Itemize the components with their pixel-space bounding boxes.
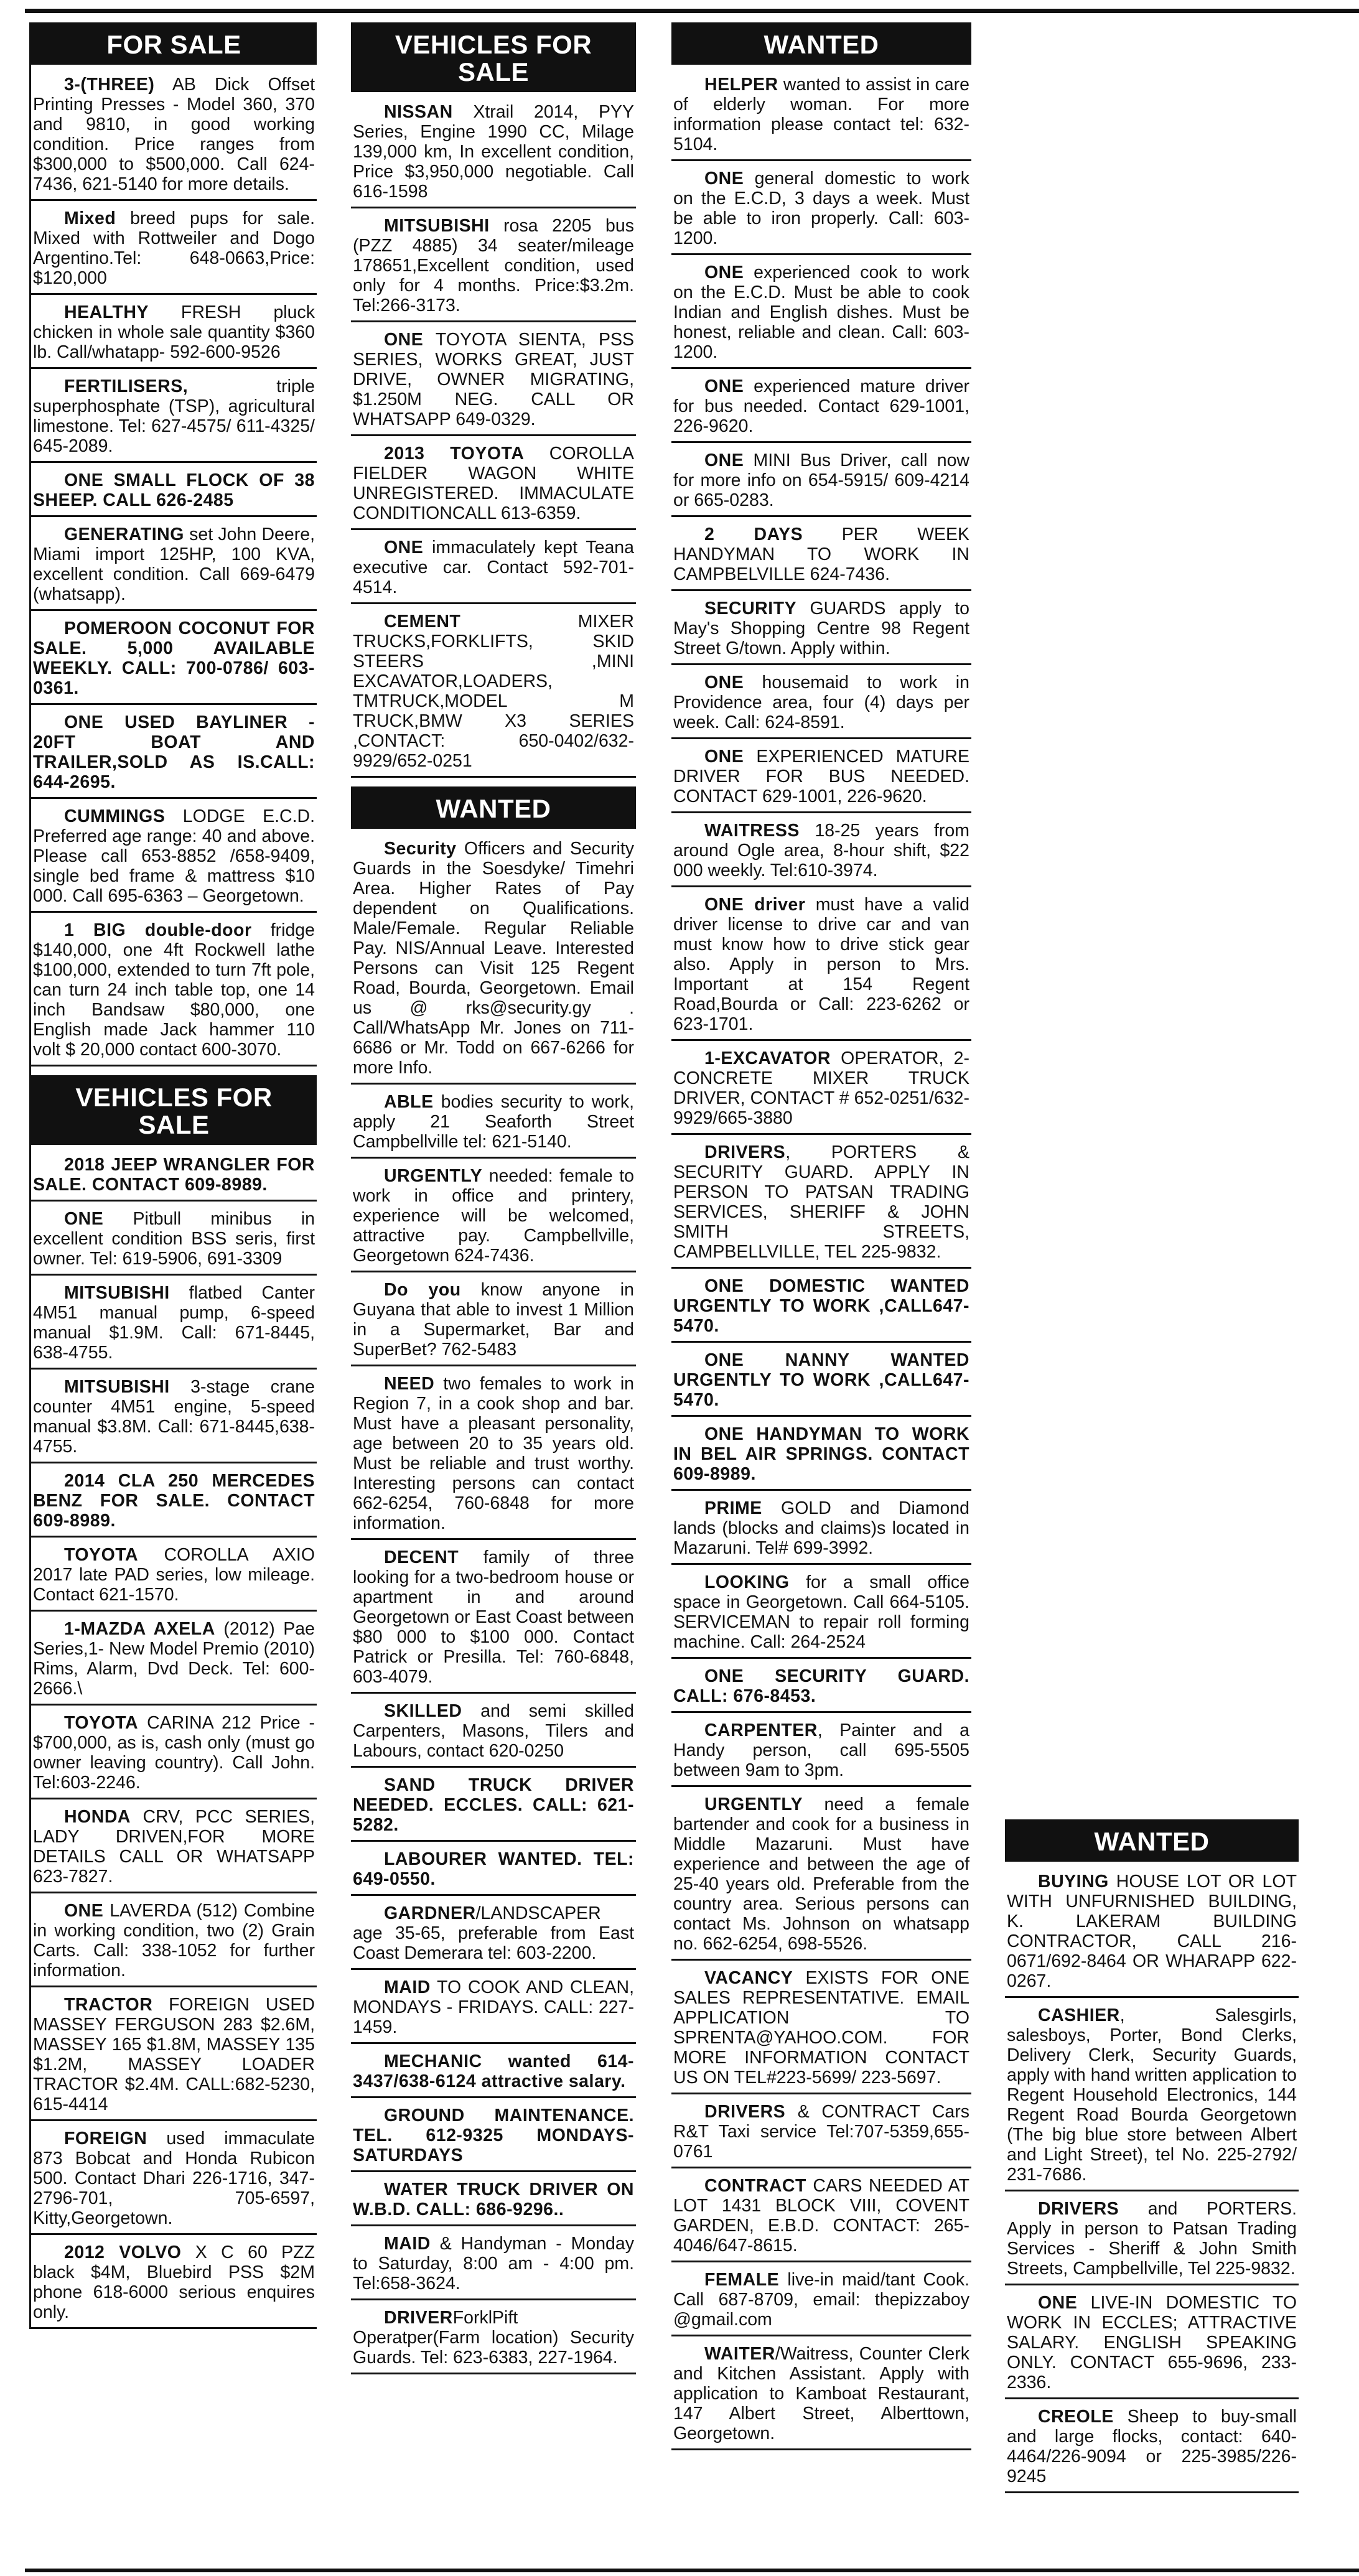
- ad-text: must have a valid driver license to drive car and van must know how to drive stick gear also. Apply in person to Mrs. Important at 154 Regent Road,Bourda or Call: 223-6262 or 623-1701.: [673, 895, 969, 1034]
- ad-text: immaculately kept Teana executive car. Contact 592-701-4514.: [353, 538, 634, 597]
- ad-text: PER WEEK HANDYMAN TO WORK IN CAMPBELVILLE 624-7436.: [673, 525, 969, 584]
- classified-ad: [31, 1542, 317, 1612]
- classified-ad: [671, 1274, 971, 1343]
- section-header: VEHICLES FOR SALE: [31, 1075, 317, 1145]
- classified-ad: [31, 1617, 317, 1706]
- ad-text: Officers and Security Guards in the Soesdyke/ Timehri Area. Higher Rates of Pay dependent on Qualifications. Male/Female. Regular Reliable Pay. NIS/Annual Leave. Interested Persons can Visit 125 Regent Road, Bourda, Georgetown. Email us @ rks@security.gy . Call/WhatsApp Mr. Jones on 711-6686 or Mr. Todd on 667-6266 for more Info.: [353, 839, 634, 1078]
- ad-text: need a female bartender and cook for a business in Middle Mazaruni. Must have experience and between the age of 25-40 years old. Preferable from the country area. Serious persons can contact Ms. Johnson on whatsapp no. 662-6254, 698-5526.: [673, 1794, 969, 1954]
- classified-ad: [351, 535, 636, 604]
- ad-text: GOLD and Diamond lands (blocks and claims)s located in Mazaruni. Tel# 699-3992.: [673, 1498, 969, 1558]
- column-2: [351, 14, 636, 2379]
- ad-lead: 1-EXCAVATOR: [704, 1048, 831, 1068]
- ad-text: know anyone in Guyana that able to invest 1 Million in a Supermarket, Bar and SuperBet? 762-5483: [353, 1280, 634, 1360]
- classified-ad: [351, 2177, 636, 2226]
- classified-ad: [31, 804, 317, 913]
- ad-text: , Painter and a Handy person, call 695-5505 between 9am to 3pm.: [673, 1720, 969, 1780]
- section-header: WANTED: [671, 22, 971, 65]
- classified-ad: [351, 2305, 636, 2374]
- classified-ad: [671, 1664, 971, 1713]
- ad-text: general domestic to work on the E.C.D, 3 days a week. Must be able to iron properly. Call: 603-1200.: [673, 169, 969, 248]
- ad-lead: CREOLE: [1038, 2407, 1114, 2427]
- ad-text: LIVE-IN DOMESTIC TO WORK IN ECCLES; ATTRACTIVE SALARY. ENGLISH SPEAKING ONLY. CONTACT 655-9696, 233-2336.: [1007, 2293, 1297, 2392]
- ad-text: flatbed Canter 4M51 manual pump, 6-speed manual $1.9M. Call: 671-8445, 638-4755.: [33, 1283, 315, 1363]
- ad-lead: ONE: [384, 538, 424, 558]
- ad-lead: DECENT: [384, 1547, 459, 1567]
- classified-ad: [31, 1152, 317, 1202]
- ad-text: 3-stage crane counter 4M51 engine, 5-speed manual $3.8M. Call: 671-8445,638-4755.: [33, 1377, 315, 1457]
- ad-lead: MITSUBISHI: [384, 216, 490, 236]
- column-1: [29, 14, 317, 2334]
- ad-lead: DRIVERS: [1038, 2199, 1119, 2219]
- ad-lead: ONE: [704, 450, 744, 470]
- ad-lead: CUMMINGS: [64, 806, 166, 826]
- classified-ad: [671, 1348, 971, 1417]
- ad-lead: 2 DAYS: [704, 525, 803, 544]
- classified-ad: [671, 1422, 971, 1491]
- classified-ad: [351, 2049, 636, 2098]
- ad-lead: FEMALE: [704, 2270, 780, 2290]
- ad-text: for a small office space in Georgetown. Call 664-5105. SERVICEMAN to repair roll forming machine. Call: 264-2524: [673, 1572, 969, 1652]
- classified-ad: [671, 166, 971, 255]
- ad-text: LODGE E.C.D. Preferred age range: 40 and above. Please call 653-8852 /658-9409, single bed frame & mattress $10 000. Call 695-6363 – Georgetown.: [33, 806, 315, 906]
- ad-text: & Handyman - Monday to Saturday, 8:00 am - 4:00 pm. Tel:658-3624.: [353, 2234, 634, 2294]
- classified-ad: [351, 1699, 636, 1768]
- ad-lead: HELPER: [704, 75, 778, 95]
- classified-ad: [31, 522, 317, 611]
- ad-lead: PRIME: [704, 1498, 762, 1518]
- classified-ad: [351, 2103, 636, 2172]
- ad-lead: BUYING: [1038, 1872, 1109, 1892]
- classified-ad: [351, 609, 636, 778]
- ad-text: CRV, PCC SERIES, LADY DRIVEN,FOR MORE DETAILS CALL OR WHATSAPP 623-7827.: [33, 1807, 315, 1887]
- classified-ad: [31, 1468, 317, 1538]
- ad-text: Sheep to buy-small and large flocks, contact: 640-4464/226-9094 or 225-3985/226-9245: [1007, 2407, 1297, 2486]
- classified-ad: [351, 1090, 636, 1159]
- classified-ad: [671, 744, 971, 813]
- ad-text: housemaid to work in Providence area, four (4) days per week. Call: 624-8591.: [673, 673, 969, 732]
- classified-ad: [31, 1898, 317, 1987]
- ad-lead: LOOKING: [704, 1572, 790, 1592]
- ad-lead: LABOURER WANTED. TEL: 649-0550.: [353, 1849, 634, 1889]
- classified-ad: [31, 1281, 317, 1370]
- ad-text: COROLLA AXIO 2017 late PAD series, low mileage. Contact 621-1570.: [33, 1545, 315, 1605]
- classified-ad: [31, 710, 317, 799]
- classified-ad: [351, 1773, 636, 1842]
- ad-lead: ONE: [64, 1901, 104, 1921]
- ad-text: & CONTRACT Cars R&T Taxi service Tel:707-5359,655-0761: [673, 2102, 969, 2162]
- ad-lead: CEMENT: [384, 612, 461, 632]
- classified-ad: [351, 327, 636, 436]
- classified-ad: [351, 1847, 636, 1896]
- ad-text: EXISTS FOR ONE SALES REPRESENTATIVE. EMAIL APPLICATION TO SPRENTA@YAHOO.COM. FOR MORE INFORMATION CONTACT US ON TEL#223-5699/ 223-5697.: [673, 1968, 969, 2088]
- ad-lead: VACANCY: [704, 1968, 793, 1988]
- ad-lead: ONE DOMESTIC WANTED URGENTLY TO WORK ,CALL647-5470.: [673, 1276, 969, 1336]
- ad-lead: ONE: [704, 747, 744, 767]
- ad-lead: 2013 TOYOTA: [384, 444, 525, 464]
- ad-text: EXPERIENCED MATURE DRIVER FOR BUS NEEDED. CONTACT 629-1001, 226-9620.: [673, 747, 969, 806]
- classified-ad: [671, 1570, 971, 1659]
- ad-lead: ONE: [1038, 2293, 1078, 2313]
- classified-ad: [671, 1496, 971, 1565]
- section-header: FOR SALE: [31, 22, 317, 65]
- ad-lead: SAND TRUCK DRIVER NEEDED. ECCLES. CALL: 621-5282.: [353, 1775, 634, 1835]
- ad-lead: URGENTLY: [704, 1794, 803, 1814]
- ad-text: Xtrail 2014, PYY Series, Engine 1990 CC, Milage 139,000 km, In excellent condition, Price $3,950,000 negotiable. Call 616-1598: [353, 102, 634, 202]
- ad-lead: POMEROON COCONUT FOR SALE. 5,000 AVAILABLE WEEKLY. CALL: 700-0786/ 603-0361.: [33, 618, 315, 698]
- ad-text: two females to work in Region 7, in a cook shop and bar. Must have a pleasant personality, age between 20 to 35 years old. Must be reliable and trust worthy. Interesting persons can contact 662-6254, 760-6848 for more information.: [353, 1374, 634, 1533]
- ad-text: GUARDS apply to May's Shopping Centre 98 Regent Street G/town. Apply within.: [673, 599, 969, 658]
- ad-lead: ONE: [384, 330, 424, 350]
- classified-ad: [31, 300, 317, 369]
- classified-ad: [351, 2231, 636, 2300]
- classified-ad: [351, 441, 636, 530]
- classified-ad: [31, 1804, 317, 1893]
- classified-ad: [31, 2240, 317, 2329]
- ad-text: OPERATOR, 2- CONCRETE MIXER TRUCK DRIVER, CONTACT # 652-0251/632-9929/665-3880: [673, 1048, 969, 1128]
- classified-ad: [1005, 2003, 1299, 2191]
- ad-lead: HONDA: [64, 1807, 131, 1827]
- ad-lead: 1-MAZDA AXELA: [64, 1619, 215, 1639]
- ad-lead: 2012 VOLVO: [64, 2242, 182, 2262]
- ad-text: breed pups for sale. Mixed with Rottweiler and Dogo Argentino.Tel: 648-0663,Price: $120,000: [33, 208, 315, 288]
- ad-lead: CASHIER: [1038, 2005, 1120, 2025]
- ad-lead: WATER TRUCK DRIVER ON W.B.D. CALL: 686-9296..: [353, 2180, 634, 2219]
- classified-ad: [31, 2126, 317, 2235]
- classified-ad: [671, 1792, 971, 1961]
- ad-lead: MITSUBISHI: [64, 1377, 170, 1397]
- ad-text: CARS NEEDED AT LOT 1431 BLOCK VIII, COVENT GARDEN, E.B.D. CONTACT: 265-4046/647-8615.: [673, 2176, 969, 2256]
- ad-lead: ONE: [704, 673, 744, 693]
- classified-ad: [351, 836, 636, 1085]
- ad-lead: GROUND MAINTENANCE. TEL. 612-9325 MONDAYS-SATURDAYS: [353, 2106, 634, 2165]
- classified-ad: [671, 2173, 971, 2262]
- classified-ad: [31, 918, 317, 1066]
- classified-ad: [351, 1975, 636, 2044]
- classified-ad: [671, 1966, 971, 2094]
- ad-lead: CONTRACT: [704, 2176, 806, 2196]
- ad-lead: 2018 JEEP WRANGLER FOR SALE. CONTACT 609-8989.: [33, 1155, 315, 1195]
- classified-ad: [31, 468, 317, 517]
- ad-lead: CARPENTER: [704, 1720, 818, 1740]
- ad-text: and PORTERS. Apply in person to Patsan Trading Services - Sheriff & John Smith Streets, Campbellville, Tel 225-9832.: [1007, 2199, 1297, 2279]
- ad-lead: ONE: [704, 263, 744, 282]
- classified-ad: [671, 892, 971, 1041]
- ad-lead: NEED: [384, 1374, 435, 1394]
- classified-ad: [351, 1164, 636, 1272]
- classified-ad: [31, 1710, 317, 1799]
- ad-lead: GENERATING: [64, 525, 184, 544]
- ad-lead: FERTILISERS,: [64, 376, 189, 396]
- classified-ad: [671, 596, 971, 665]
- ad-text: TOYOTA SIENTA, PSS SERIES, WORKS GREAT, JUST DRIVE, OWNER MIGRATING, $1.250M NEG. CALL OR WHATSAPP 649-0329.: [353, 330, 634, 429]
- ad-text: bodies security to work, apply 21 Seaforth Street Campbellville tel: 621-5140.: [353, 1092, 634, 1152]
- ad-lead: NISSAN: [384, 102, 453, 122]
- ad-lead: ABLE: [384, 1092, 434, 1112]
- ad-lead: MITSUBISHI: [64, 1283, 170, 1303]
- ad-text: , Salesgirls, salesboys, Porter, Bond Clerks, Delivery Clerk, Security Guards, apply with hand written application to Regent Household Electronics, 144 Regent Road Bourda Georgetown (The big blue store between Albert and Light Street), tel No. 225-2792/ 231-7686.: [1007, 2005, 1297, 2185]
- ad-text: X C 60 PZZ black $4M, Bluebird PSS $2M phone 618-6000 serious enquires only.: [33, 2242, 315, 2322]
- ad-text: TO COOK AND CLEAN, MONDAYS - FRIDAYS. CALL: 227-1459.: [353, 1977, 634, 2037]
- ad-text: experienced cook to work on the E.C.D. Must be able to cook Indian and English dishes. Must be honest, reliable and clean. Call: 603-1200.: [673, 263, 969, 362]
- ad-lead: ONE HANDYMAN TO WORK IN BEL AIR SPRINGS. CONTACT 609-8989.: [673, 1424, 969, 1484]
- classified-ad: [671, 2341, 971, 2450]
- ad-lead: URGENTLY: [384, 1166, 483, 1186]
- section-header: WANTED: [1005, 1819, 1299, 1862]
- ad-text: triple superphosphate (TSP), agricultural limestone. Tel: 627-4575/ 611-4325/ 645-2089.: [33, 376, 315, 456]
- classified-ad: [671, 670, 971, 739]
- classified-ad: [351, 1901, 636, 1970]
- classified-ad: [671, 1718, 971, 1787]
- ad-lead: DRIVERS: [704, 2102, 786, 2122]
- classified-ad: [1005, 1869, 1299, 1998]
- classified-ad: [671, 522, 971, 591]
- classified-ad: [351, 213, 636, 322]
- ad-text: used immaculate 873 Bobcat and Honda Rubicon 500. Contact Dhari 226-1716, 347-2796-701, 705-6597, Kitty,Georgetown.: [33, 2129, 315, 2228]
- ad-lead: ONE NANNY WANTED URGENTLY TO WORK ,CALL647-5470.: [673, 1350, 969, 1410]
- classified-ad: [671, 2099, 971, 2168]
- classified-ad: [1005, 2290, 1299, 2399]
- bottom-rule: [25, 2569, 1359, 2572]
- ad-text: MIXER TRUCKS,FORKLIFTS, SKID STEERS ,MINI EXCAVATOR,LOADERS, TMTRUCK,MODEL M TRUCK,BMW X3 SERIES ,CONTACT: 650-0402/632-9929/652-0251: [353, 612, 634, 771]
- ad-lead: MAID: [384, 2234, 431, 2254]
- ad-lead: GARDNER: [384, 1903, 476, 1923]
- ad-lead: 1 BIG double-door: [64, 920, 252, 940]
- ad-text: FRESH pluck chicken in whole sale quantity $360 lb. Call/whatapp- 592-600-9526: [33, 302, 315, 362]
- ad-lead: TRACTOR: [64, 1995, 153, 2015]
- classified-ad: [31, 1374, 317, 1463]
- classified-ad: [671, 374, 971, 443]
- ad-lead: WAITRESS: [704, 821, 800, 841]
- ad-text: /LANDSCAPER age 35-65, preferable from East Coast Demerara tel: 603-2200.: [353, 1903, 634, 1963]
- ad-lead: WAITER: [704, 2344, 775, 2364]
- ad-lead: ONE SMALL FLOCK OF 38 SHEEP. CALL 626-2485: [33, 470, 315, 510]
- ad-text: experienced mature driver for bus needed. Contact 629-1001, 226-9620.: [673, 376, 969, 436]
- classified-ad: [31, 206, 317, 295]
- ad-lead: ONE: [704, 169, 744, 189]
- ad-text: live-in maid/tant Cook. Call 687-8709, email: thepizzaboy @gmail.com: [673, 2270, 969, 2330]
- ad-lead: DRIVER: [384, 2308, 453, 2328]
- ad-lead: ONE: [64, 1209, 104, 1229]
- classified-ad: [351, 1277, 636, 1366]
- ad-text: , PORTERS & SECURITY GUARD. APPLY IN PERSON TO PATSAN TRADING SERVICES, SHERIFF & JOHN SMITH STREETS, CAMPBELLVILLE, TEL 225-9832.: [673, 1142, 969, 1262]
- ad-text: FOREIGN USED MASSEY FERGUSON 283 $2.6M, MASSEY 165 $1.8M, MASSEY 135 $1.2M, MASSEY LOADER TRACTOR $2.4M. CALL:682-5230, 615-4414: [33, 1995, 315, 2114]
- ad-lead: SECURITY: [704, 599, 797, 618]
- ad-text: HOUSE LOT OR LOT WITH UNFURNISHED BUILDING, K. LAKERAM BUILDING CONTRACTOR, CALL 216-0671/692-8464 OR WHARAPP 622-0267.: [1007, 1872, 1297, 1991]
- classified-ad: [31, 374, 317, 463]
- ad-lead: SKILLED: [384, 1701, 462, 1721]
- ad-text: family of three looking for a two-bedroom house or apartment in and around Georgetown or East Coast between $80 000 to $100 000. Contact Patrick or Presilla. Tel: 760-6848, 603-4079.: [353, 1547, 634, 1687]
- classified-ad: [351, 1545, 636, 1694]
- ad-lead: DRIVERS: [704, 1142, 786, 1162]
- ad-text: and semi skilled Carpenters, Masons, Tilers and Labours, contact 620-0250: [353, 1701, 634, 1761]
- ad-text: 18-25 years from around Ogle area, 8-hour shift, $22 000 weekly. Tel:610-3974.: [673, 821, 969, 880]
- ad-lead: ONE USED BAYLINER - 20FT BOAT AND TRAILER,SOLD AS IS.CALL: 644-2695.: [33, 712, 315, 792]
- ad-lead: Security: [384, 839, 457, 859]
- classified-ad: [671, 1140, 971, 1269]
- column-3: [671, 14, 971, 2455]
- ad-text: COROLLA FIELDER WAGON WHITE UNREGISTERED. IMMACULATE CONDITIONCALL 613-6359.: [353, 444, 634, 523]
- classified-ad: [671, 72, 971, 161]
- classified-ad: [1005, 2196, 1299, 2285]
- classified-ad: [1005, 2404, 1299, 2493]
- classified-ad: [671, 260, 971, 369]
- ad-lead: 3-(THREE): [64, 75, 155, 95]
- ad-lead: TOYOTA: [64, 1713, 139, 1733]
- classified-ad: [351, 1371, 636, 1540]
- ad-lead: MECHANIC wanted 614-3437/638-6124 attractive salary.: [353, 2051, 634, 2091]
- column-4: [1005, 1811, 1299, 2498]
- ad-lead: ONE driver: [704, 895, 806, 915]
- ad-lead: ONE: [704, 376, 744, 396]
- ad-lead: Mixed: [64, 208, 116, 228]
- ad-text: ForklPift Operatper(Farm location) Security Guards. Tel: 623-6383, 227-1964.: [353, 2308, 634, 2368]
- classified-ad: [671, 818, 971, 887]
- classified-ad: [31, 616, 317, 705]
- ad-text: /Waitress, Counter Clerk and Kitchen Assistant. Apply with application to Kamboat Restaurant, 147 Albert Street, Alberttown, Georgetown.: [673, 2344, 969, 2443]
- ad-text: wanted to assist in care of elderly woman. For more information please contact tel: 632-5104.: [673, 75, 969, 154]
- ad-text: AB Dick Offset Printing Presses - Model 360, 370 and 9810, in good working condition. Price ranges from $300,000 to $500,000. Call 624-7436, 621-5140 for more details.: [33, 75, 315, 194]
- classified-ad: [31, 1206, 317, 1276]
- ad-text: (2012) Pae Series,1- New Model Premio (2010) Rims, Alarm, Dvd Deck. Tel: 600-2666.\: [33, 1619, 315, 1699]
- classified-ad: [351, 100, 636, 208]
- ad-text: fridge $140,000, one 4ft Rockwell lathe $100,000, extended to turn 7ft pole, can turn 24 inch table top, one 14 inch Bandsaw $80,000, one English made Jack hammer 110 volt $ 20,000 contact 600-3070.: [33, 920, 315, 1060]
- ad-lead: TOYOTA: [64, 1545, 139, 1565]
- ad-lead: ONE SECURITY GUARD. CALL: 676-8453.: [673, 1666, 969, 1706]
- ad-text: set John Deere, Miami import 125HP, 100 KVA, excellent condition. Call 669-6479 (whatsapp).: [33, 525, 315, 604]
- classified-ad: [671, 1046, 971, 1135]
- ad-lead: MAID: [384, 1977, 431, 1997]
- ad-text: rosa 2205 bus (PZZ 4885) 34 seater/mileage 178651,Excellent condition, used only for 4 months. Price:$3.2m. Tel:266-3173.: [353, 216, 634, 315]
- top-rule: [25, 9, 1359, 13]
- ad-text: Pitbull minibus in excellent condition BSS seris, first owner. Tel: 619-5906, 691-3309: [33, 1209, 315, 1269]
- classified-ad: [671, 448, 971, 517]
- section-header: WANTED: [351, 786, 636, 829]
- ad-lead: 2014 CLA 250 MERCEDES BENZ FOR SALE. CONTACT 609-8989.: [33, 1471, 315, 1531]
- classified-ad: [31, 72, 317, 201]
- classified-ad: [31, 1992, 317, 2121]
- ad-text: LAVERDA (512) Combine in working condition, two (2) Grain Carts. Call: 338-1052 for further information.: [33, 1901, 315, 1981]
- ad-lead: HEALTHY: [64, 302, 149, 322]
- ad-text: MINI Bus Driver, call now for more info on 654-5915/ 609-4214 or 665-0283.: [673, 450, 969, 510]
- classified-ad: [671, 2267, 971, 2336]
- ad-text: needed: female to work in office and printery, experience will be welcomed, attractive pay. Campbellville, Georgetown 624-7436.: [353, 1166, 634, 1266]
- ad-text: CARINA 212 Price - $700,000, as is, cash only (must go owner leaving country). Call John. Tel:603-2246.: [33, 1713, 315, 1793]
- section-header: VEHICLES FOR SALE: [351, 22, 636, 92]
- ad-lead: FOREIGN: [64, 2129, 147, 2149]
- ad-lead: Do you: [384, 1280, 461, 1300]
